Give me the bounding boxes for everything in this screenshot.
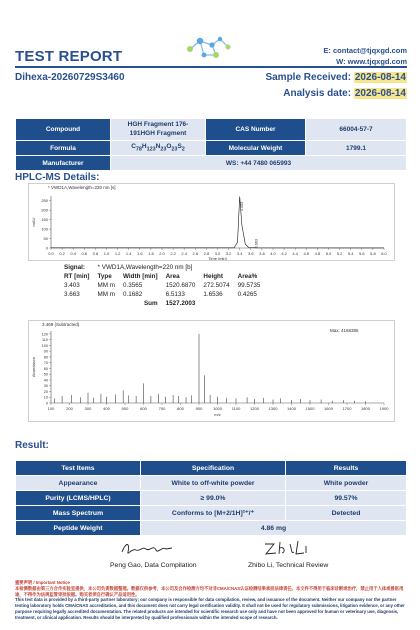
table-row: [16, 521, 407, 536]
y-tick-label: 110: [41, 338, 48, 343]
y-tick-label: 80: [43, 355, 48, 360]
x-tick-label: 0.2: [59, 251, 65, 256]
x-tick-label: 100: [47, 406, 55, 411]
x-tick-label: 0.8: [92, 251, 99, 256]
y-tick-label: 200: [41, 207, 48, 213]
ms-chart-title: 3.469 (Subtracted): [42, 322, 80, 327]
sum-value: 1527.2003: [165, 300, 196, 307]
hplc-peak-table: [60, 263, 264, 308]
peptide-weight-value: 4.86 mg: [141, 521, 407, 536]
x-tick-label: 1200: [250, 406, 259, 411]
col-area-pct: Area%: [237, 273, 258, 280]
signature-right-name: Zhibo Li, Technical Review: [248, 562, 329, 569]
y-tick-label: 90: [43, 349, 48, 354]
hplc-section-title: HPLC-MS Details:: [15, 172, 100, 183]
cas-value: 66004-57-7: [306, 119, 407, 141]
col-rt: RT [min]: [64, 273, 90, 280]
analysis-date: [283, 88, 407, 99]
formula-value: $C_{78}H_{123}N_{23}O_{23}S_2$: [111, 141, 206, 156]
x-tick-label: 2.4: [181, 251, 187, 256]
ms-spectrum: [28, 320, 395, 422]
x-tick-label: 2.0: [159, 251, 165, 256]
notice-heading: 重要声明 / Important Notice: [15, 580, 70, 585]
compound-info-table: [15, 118, 407, 171]
x-tick-label: 1100: [231, 406, 241, 411]
x-tick-label: 800: [177, 406, 184, 411]
x-axis-label: Time [min]: [208, 256, 227, 260]
x-tick-label: 1600: [324, 406, 333, 411]
y-tick-label: 10: [43, 395, 48, 400]
x-tick-label: 1300: [268, 406, 278, 411]
y-tick-label: 40: [43, 378, 48, 383]
ms-max-label: Max: 4168385: [330, 328, 359, 333]
peak-label: 3.663: [254, 238, 259, 249]
analysis-date-label: Analysis date:: [283, 88, 352, 99]
y-tick-label: 50: [43, 372, 48, 377]
y-tick-label: 250: [41, 198, 48, 204]
sample-received: [265, 72, 407, 83]
x-tick-label: 4.8: [314, 251, 321, 256]
results-table: [15, 460, 407, 536]
analysis-date-value: 2026-08-14: [354, 88, 406, 99]
x-tick-label: 700: [158, 406, 166, 411]
mw-value: 1799.1: [306, 141, 407, 156]
signal-value: * VWD1A,Wavelength=220 nm [b]: [97, 264, 193, 271]
x-tick-label: 1700: [342, 406, 352, 411]
x-tick-label: 1400: [287, 406, 296, 411]
x-tick-label: 900: [195, 406, 203, 411]
col-type: Type: [97, 273, 112, 280]
x-tick-label: 1.6: [137, 251, 143, 256]
y-axis-label: Abundance: [31, 356, 36, 378]
x-tick-label: 0.0: [48, 251, 54, 256]
mw-label: Molecular Weight: [206, 141, 306, 156]
table-row: Mass Spectrum Conforms to [M+2/1H]²⁺/⁺ Detected: [16, 506, 407, 521]
x-tick-label: 3.8: [259, 251, 265, 256]
important-notice: [15, 580, 407, 621]
signature-right: [262, 538, 312, 558]
x-tick-label: 1.4: [125, 251, 132, 256]
x-tick-label: 300: [84, 406, 92, 411]
y-tick-label: 30: [43, 384, 48, 389]
notice-en-text: This test data is provided by a third-party partner laboratory; our company is responsible for data compilation, review, and issuance of the document. Neither our company nor the partner testing laboratory holds CMA/CNAS accreditation, and this document does not carry legal certification validity. It shall not be used for regulatory submissions, litigation evidence, or any other purpose requiring legally accredited documentation. The related products are intended for scientific research use only and have not been approved for human or veterinary use, diagnosis, treatment, or clinical application. Results should be interpreted by qualified professionals within the intended scope of research.: [15, 597, 405, 620]
compound-value: HGH Fragment 176- 191HGH Fragment: [111, 119, 206, 141]
y-tick-label: 0: [45, 401, 48, 406]
y-tick-label: 100: [41, 226, 48, 232]
cas-label: CAS Number: [206, 119, 306, 141]
sample-received-date: 2026-08-14: [354, 72, 406, 83]
y-tick-label: 100: [41, 343, 48, 348]
hplc-chromatogram: [28, 183, 395, 261]
report-title: TEST REPORT: [15, 48, 123, 65]
y-tick-label: 60: [43, 366, 48, 371]
x-tick-label: 2.6: [192, 251, 199, 256]
col-results: Results: [286, 461, 407, 476]
x-tick-label: 1800: [361, 406, 370, 411]
x-tick-label: 500: [121, 406, 129, 411]
x-tick-label: 5.4: [347, 251, 354, 256]
chromatogram-trace: [51, 197, 384, 248]
hplc-chart-title: * VWD1A,Wavelength=220 nm [s]: [48, 185, 116, 190]
x-tick-label: 6.0: [381, 251, 387, 256]
x-tick-label: 5.8: [370, 251, 376, 256]
x-tick-label: 2.2: [170, 251, 176, 256]
y-tick-label: 150: [41, 217, 48, 223]
signal-label: Signal:: [64, 264, 85, 271]
x-tick-label: 200: [66, 406, 73, 411]
contact-email[interactable]: E: contact@tjqxgd.com: [323, 46, 407, 55]
y-tick-label: 70: [43, 361, 48, 366]
col-area: Area: [165, 273, 180, 280]
sum-label: Sum: [143, 300, 158, 307]
x-tick-label: 4.0: [270, 251, 276, 256]
peak-label: 3.403: [239, 201, 244, 212]
y-tick-label: 120: [41, 332, 48, 337]
x-tick-label: 5.2: [336, 251, 343, 256]
table-row: 3.403 MM m 0.3565 1520.6870 272.5074 99.5735: [64, 282, 261, 289]
result-section-title: Result:: [15, 440, 49, 451]
x-tick-label: 600: [140, 406, 147, 411]
x-tick-label: 0.4: [70, 251, 76, 256]
manufacturer-value: WS: +44 7480 065993: [111, 156, 407, 171]
manufacturer-label: Manufacturer: [16, 156, 111, 171]
table-row: 3.663 MM m 0.1682 6.5133 1.6536 0.4265: [64, 291, 257, 298]
header-divider: [15, 66, 407, 68]
contact-website[interactable]: W: www.tjqxgd.com: [336, 57, 407, 66]
table-row: Purity (LCMS/HPLC) ≥ 99.0% 99.57%: [16, 491, 407, 506]
x-tick-label: 1500: [305, 406, 315, 411]
x-tick-label: 5.0: [325, 251, 332, 256]
formula-label: Formula: [16, 141, 111, 156]
x-tick-label: 1900: [379, 406, 389, 411]
col-width: Width [min]: [123, 273, 158, 280]
col-height: Height: [203, 273, 223, 280]
notice-cn-text: 本检测数据由第三方合作实验室提供，本公司负责数据整理。数据仅供参考，本公司及合作检测方均不对非CMA/CNAS认证检测结果承担法律责任。本文件不得用于临床诊断或治疗，禁止用于人体或兽医用途，不得作为法规监管审批依据。购买者须自行确认产品适用性。: [15, 585, 404, 597]
x-tick-label: 1000: [213, 406, 222, 411]
y-axis-label: mAU: [31, 217, 36, 227]
x-tick-label: 5.6: [359, 251, 365, 256]
document-id: Dihexa-20260729S3460: [15, 72, 125, 83]
sample-received-label: Sample Received:: [265, 72, 352, 83]
table-row: Appearance White to off-white powder White powder: [16, 476, 407, 491]
x-tick-label: 1.8: [148, 251, 154, 256]
col-test-items: Test Items: [16, 461, 141, 476]
signature-left: [120, 540, 175, 558]
compound-label: Compound: [16, 119, 111, 141]
x-tick-label: 4.4: [292, 251, 298, 256]
x-tick-label: 1.2: [114, 251, 121, 256]
x-tick-label: 400: [103, 406, 110, 411]
y-tick-label: 20: [43, 389, 48, 394]
x-tick-label: 3.0: [214, 251, 221, 256]
x-axis-label: m/z: [214, 412, 221, 417]
x-tick-label: 4.6: [303, 251, 310, 256]
x-tick-label: 3.6: [248, 251, 254, 256]
x-tick-label: 0.6: [81, 251, 88, 256]
x-tick-label: 4.2: [281, 251, 287, 256]
peptide-weight-label: Peptide Weight: [16, 521, 141, 536]
col-specification: Specification: [141, 461, 286, 476]
x-tick-label: 2.8: [203, 251, 210, 256]
molecule-logo-icon: [182, 33, 234, 63]
x-tick-label: 3.4: [236, 251, 243, 256]
ms-chart-svg: [29, 321, 394, 421]
y-tick-label: 50: [43, 236, 48, 242]
hplc-chart-svg: [29, 184, 394, 260]
x-tick-label: 1.0: [103, 251, 110, 256]
signature-left-name: Peng Gao, Data Compilation: [110, 562, 197, 569]
x-tick-label: 3.2: [225, 251, 232, 256]
y-tick-label: 0: [45, 245, 48, 251]
